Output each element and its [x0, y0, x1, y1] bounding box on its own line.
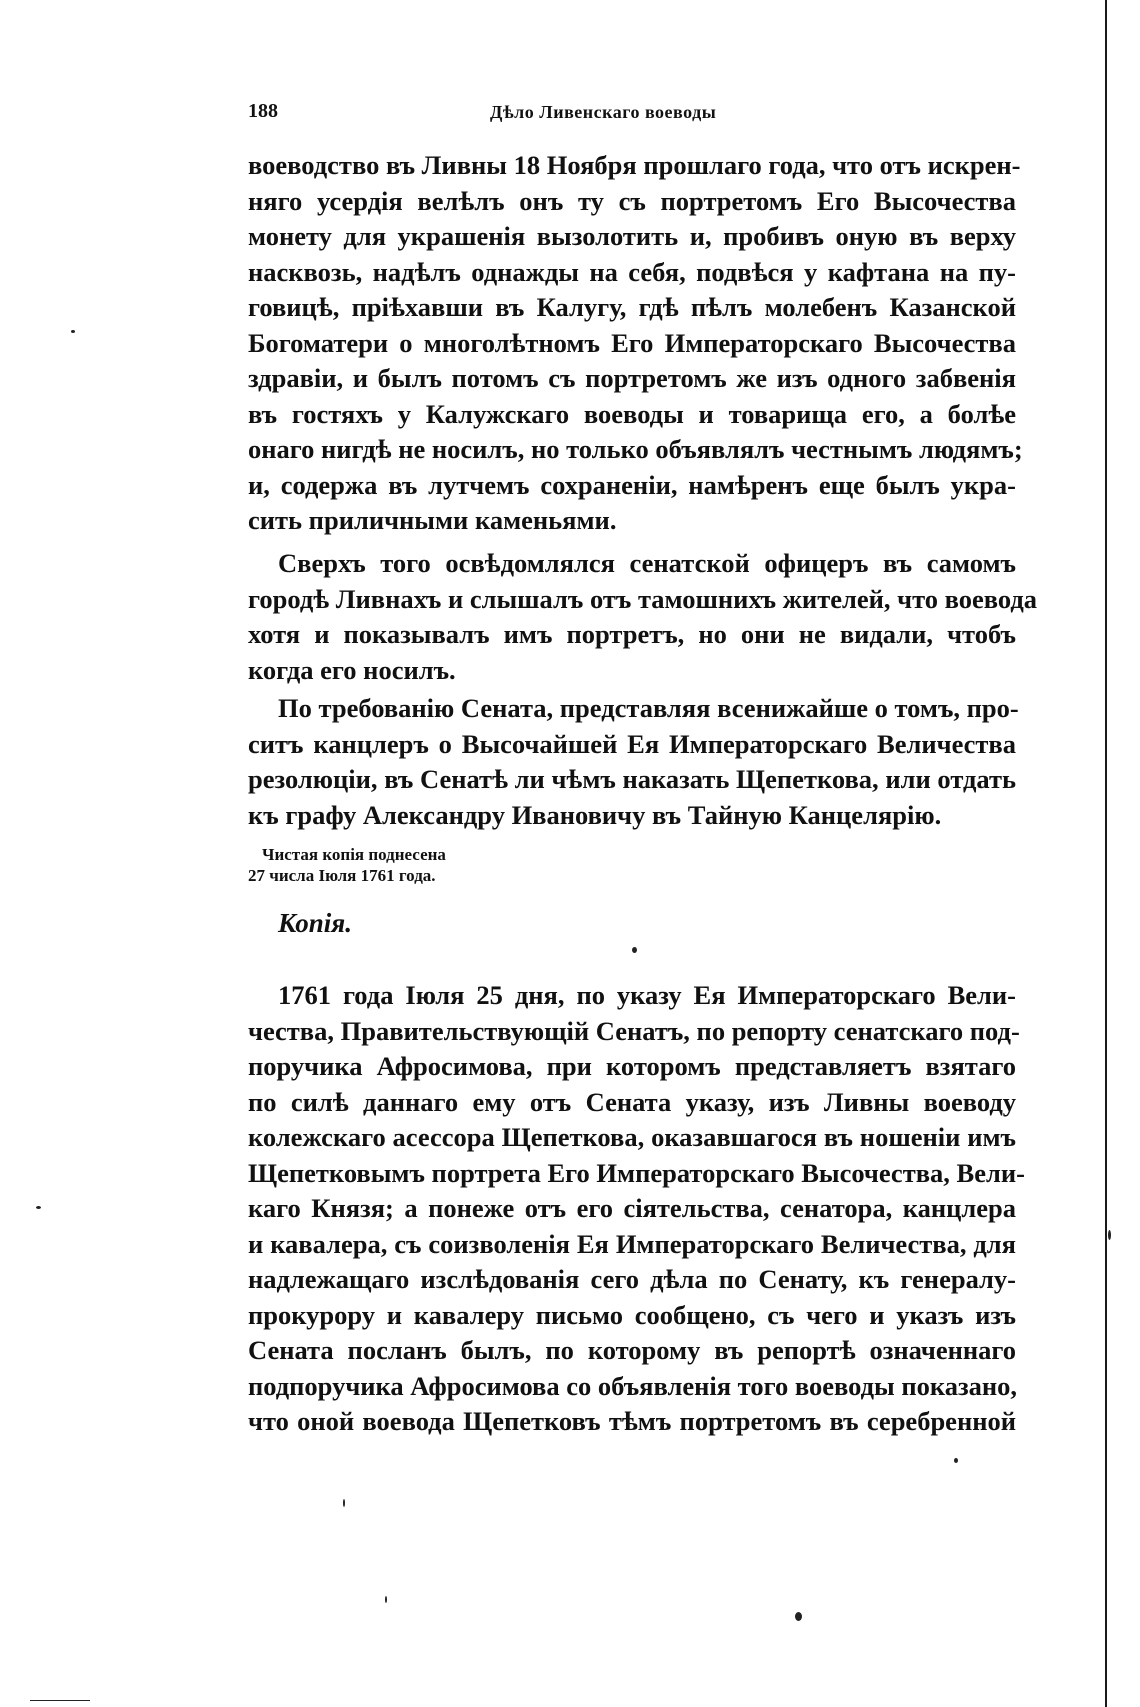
text-line: каго Князя; а понеже отъ его сіятельства, сенатора, канцлера [248, 1193, 1016, 1223]
paragraph-1 [248, 148, 1023, 539]
page-number: 188 [248, 100, 278, 122]
page-edge-line [1105, 0, 1107, 1707]
text-line: поручика Афросимова, при которомъ представляетъ взятаго [248, 1051, 1016, 1081]
text-line: здравіи, и былъ потомъ съ портретомъ же изъ одного забвенія [248, 363, 1016, 393]
text-line: говицѣ, пріѣхавши въ Калугу, гдѣ пѣлъ молебенъ Казанской [248, 292, 1016, 322]
text-line: городѣ Ливнахъ и слышалъ отъ тамошнихъ жителей, что воевода [248, 583, 1038, 614]
text-line: сить приличными каменьями. [248, 505, 617, 535]
text-line: По требованію Сената, представляя всенижайше о томъ, про- [278, 693, 1019, 723]
text-line: воеводство въ Ливны 18 Ноября прошлаго года, что отъ искрен- [248, 150, 1021, 180]
text-line: монету для украшенія вызолотить и, пробивъ оную въ верху [248, 221, 1016, 251]
text-line: резолюціи, въ Сенатѣ ли чѣмъ наказать Щепеткова, или отдать [248, 764, 1016, 794]
scan-speck [36, 1206, 41, 1209]
text-line: и, содержа въ лутчемъ сохраненіи, намѣренъ еще былъ укра- [248, 469, 1016, 500]
scan-speck [30, 1700, 90, 1701]
text-line: и кавалера, съ соизволенія Ея Императорскаго Величества, для [248, 1228, 1016, 1259]
scan-speck [343, 1499, 345, 1507]
text-line: Сената посланъ былъ, по которому въ репортѣ означеннаго [248, 1335, 1016, 1365]
scan-speck [1108, 1230, 1111, 1240]
text-line: хотя и показывалъ имъ портретъ, но они не видали, чтобъ [248, 619, 1016, 649]
text-line: прокурору и кавалеру письмо сообщено, съ чего и указъ изъ [248, 1299, 1016, 1330]
scan-speck [795, 1612, 802, 1621]
text-line: Богоматери о многолѣтномъ Его Императорскаго Высочества [248, 327, 1016, 358]
text-line: что оной воевода Щепетковъ тѣмъ портретомъ въ серебренной [248, 1406, 1016, 1436]
text-line: чества, Правительствующій Сенатъ, по репорту сенатскаго под- [248, 1015, 1020, 1046]
text-line: 1761 года Іюля 25 дня, по указу Ея Императорскаго Вели- [278, 980, 1016, 1010]
copy-paragraph [248, 978, 1025, 1440]
text-line: насквозь, надѣлъ однажды на себя, подвѣся у кафтана на пу- [248, 256, 1016, 287]
scan-speck [632, 947, 637, 953]
text-line: въ гостяхъ у Калужскаго воеводы и товарища его, а болѣе [248, 398, 1016, 429]
paragraph-3 [248, 691, 1019, 833]
note-line: Чистая копія поднесена [262, 845, 446, 864]
scan-speck [954, 1458, 958, 1463]
text-line: Сверхъ того освѣдомлялся сенатской офицеръ въ самомъ [278, 548, 1016, 578]
running-head: Дѣло Ливенскаго воеводы [490, 102, 717, 122]
text-line: надлежащаго изслѣдованія сего дѣла по Сенату, къ генералу- [248, 1264, 1016, 1294]
paragraph-2 [248, 546, 1038, 688]
section-heading: Копія. [278, 908, 352, 938]
text-line: онаго нигдѣ не носилъ, но только объявлялъ честнымъ людямъ; [248, 434, 1023, 464]
text-line: подпоручика Афросимова со объявленія того воеводы показано, [248, 1370, 1018, 1401]
scan-speck [71, 330, 75, 333]
scan-speck [385, 1596, 387, 1603]
archival-note [248, 844, 446, 886]
text-line: къ графу Александру Ивановичу въ Тайную Канцелярію. [248, 799, 942, 830]
text-line: по силѣ даннаго ему отъ Сената указу, изъ Ливны воеводу [248, 1086, 1016, 1117]
text-line: ситъ канцлеръ о Высочайшей Ея Императорскаго Величества [248, 728, 1016, 759]
note-line: 27 числа Іюля 1761 года. [248, 866, 436, 885]
text-line: колежскаго асессора Щепеткова, оказавшагося въ ношеніи имъ [248, 1122, 1016, 1152]
text-line: няго усердія велѣлъ онъ ту съ портретомъ Его Высочества [248, 185, 1016, 216]
text-line: Щепетковымъ портрета Его Императорскаго Высочества, Вели- [248, 1157, 1025, 1188]
text-line: когда его носилъ. [248, 654, 456, 685]
